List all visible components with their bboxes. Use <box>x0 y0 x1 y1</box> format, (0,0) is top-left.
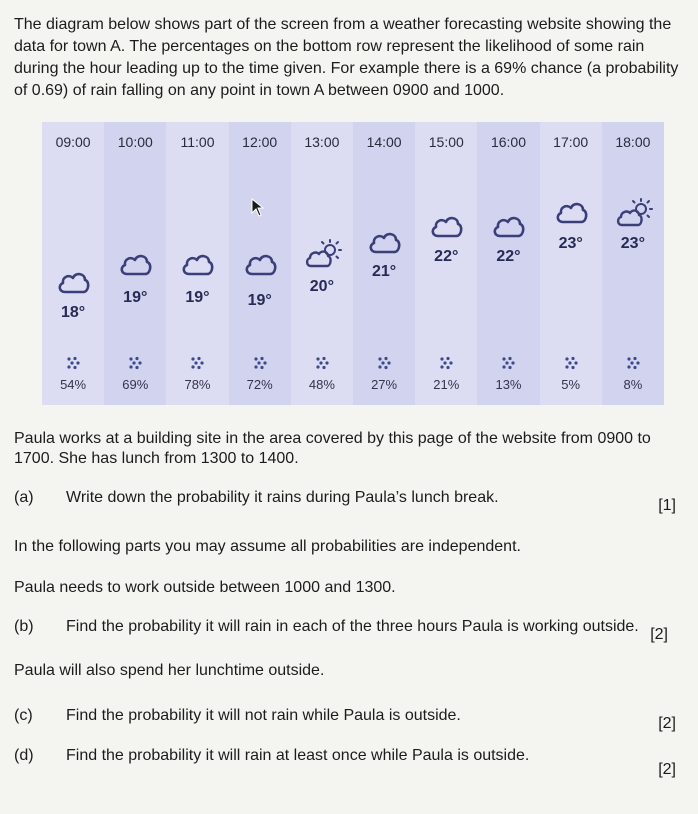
forecast-temperature: 20° <box>309 278 334 295</box>
forecast-time: 10:00 <box>117 134 153 150</box>
question-b <box>14 618 686 643</box>
forecast-column <box>104 122 166 405</box>
rain-probability: 54% <box>60 377 87 392</box>
cloud-icon <box>429 212 463 245</box>
forecast-time: 18:00 <box>615 134 651 150</box>
forecast-temperature: 22° <box>496 248 521 265</box>
cloud-icon <box>56 268 90 301</box>
forecast-temperature: 21° <box>371 263 397 280</box>
question-c-label: (c) <box>14 707 33 724</box>
rain-drops-icon <box>439 356 453 375</box>
question-a-marks: [1] <box>658 497 676 514</box>
assumption-text: In the following parts you may assume all probabilities are independent. <box>14 538 521 555</box>
forecast-temperature: 19° <box>247 292 272 309</box>
forecast-column <box>166 122 228 405</box>
rain-drops-icon <box>377 356 391 375</box>
rain-probability: 48% <box>308 377 335 392</box>
forecast-time: 16:00 <box>490 134 526 150</box>
question-a <box>14 489 686 514</box>
question-b-text: Find the probability it will rain in each of the three hours Paula is working outside. <box>66 618 639 635</box>
cloud-icon <box>180 250 214 283</box>
rain-drops-icon <box>626 356 640 375</box>
rain-drops-icon <box>253 356 267 375</box>
forecast-time: 09:00 <box>55 134 91 150</box>
question-c-text: Find the probability it will not rain while Paula is outside. <box>66 707 461 724</box>
rain-drops-icon <box>66 356 80 375</box>
rain-probability: 27% <box>371 377 398 392</box>
question-d-text: Find the probability it will rain at least once while Paula is outside. <box>66 747 530 764</box>
question-a-label: (a) <box>14 489 34 506</box>
rain-drops-icon <box>501 356 515 375</box>
cloud-icon <box>491 212 525 245</box>
forecast-temperature: 23° <box>620 235 645 252</box>
sun-cloud-icon <box>305 239 343 274</box>
cloud-icon <box>243 250 277 283</box>
forecast-temperature: 23° <box>558 235 583 252</box>
question-c <box>14 707 686 732</box>
forecast-temperature: 19° <box>185 289 210 306</box>
forecast-column <box>291 122 353 405</box>
rain-drops-icon <box>128 356 142 375</box>
forecast-column <box>353 122 415 405</box>
mouse-cursor-icon <box>250 198 266 218</box>
forecast-column <box>477 122 539 405</box>
question-c-marks: [2] <box>658 715 676 732</box>
question-d <box>14 747 686 778</box>
forecast-column <box>229 122 291 405</box>
question-a-text: Write down the probability it rains during Paula’s lunch break. <box>66 489 499 506</box>
cloud-icon <box>367 228 401 261</box>
forecast-temperature: 22° <box>434 248 459 265</box>
forecast-column <box>415 122 477 405</box>
weather-forecast-panel <box>42 122 664 405</box>
paula-paragraph: Paula works at a building site in the area covered by this page of the website from 0900 to 1700. She has lunch from 1300 to 1400. <box>14 430 651 467</box>
forecast-time: 15:00 <box>428 134 464 150</box>
forecast-temperature: 18° <box>60 304 86 321</box>
rain-drops-icon <box>315 356 329 375</box>
forecast-time: 14:00 <box>366 134 402 150</box>
rain-drops-icon <box>564 356 578 375</box>
question-b-marks: [2] <box>650 626 668 643</box>
intro-paragraph: The diagram below shows part of the screen from a weather forecasting website showing the data for town A. The percentages on the bottom row represent the likelihood of some rain during the hour leading up to the time given. For example there is a 69% chance (a probability of 0.69) of rain falling on any point in town A between 0900 and 1000. <box>14 16 679 99</box>
forecast-column <box>602 122 664 405</box>
lunch-outside-text: Paula will also spend her lunchtime outside. <box>14 662 325 679</box>
rain-probability: 13% <box>495 377 522 392</box>
rain-probability: 8% <box>623 377 643 392</box>
cloud-icon <box>118 250 152 283</box>
rain-probability: 5% <box>561 377 581 392</box>
question-d-marks: [2] <box>658 761 676 778</box>
forecast-time: 12:00 <box>242 134 278 150</box>
rain-probability: 69% <box>122 377 149 392</box>
outside-work-text: Paula needs to work outside between 1000 and 1300. <box>14 579 396 596</box>
rain-probability: 21% <box>433 377 460 392</box>
forecast-time: 13:00 <box>304 134 340 150</box>
rain-drops-icon <box>190 356 204 375</box>
question-b-label: (b) <box>14 618 34 635</box>
rain-probability: 72% <box>246 377 273 392</box>
forecast-time: 11:00 <box>180 134 215 150</box>
sun-cloud-icon <box>616 198 654 233</box>
rain-probability: 78% <box>184 377 211 392</box>
cloud-icon <box>554 198 588 231</box>
forecast-column <box>540 122 602 405</box>
question-d-label: (d) <box>14 747 34 764</box>
forecast-temperature: 19° <box>123 289 148 306</box>
forecast-time: 17:00 <box>553 134 589 150</box>
forecast-column <box>42 122 104 405</box>
